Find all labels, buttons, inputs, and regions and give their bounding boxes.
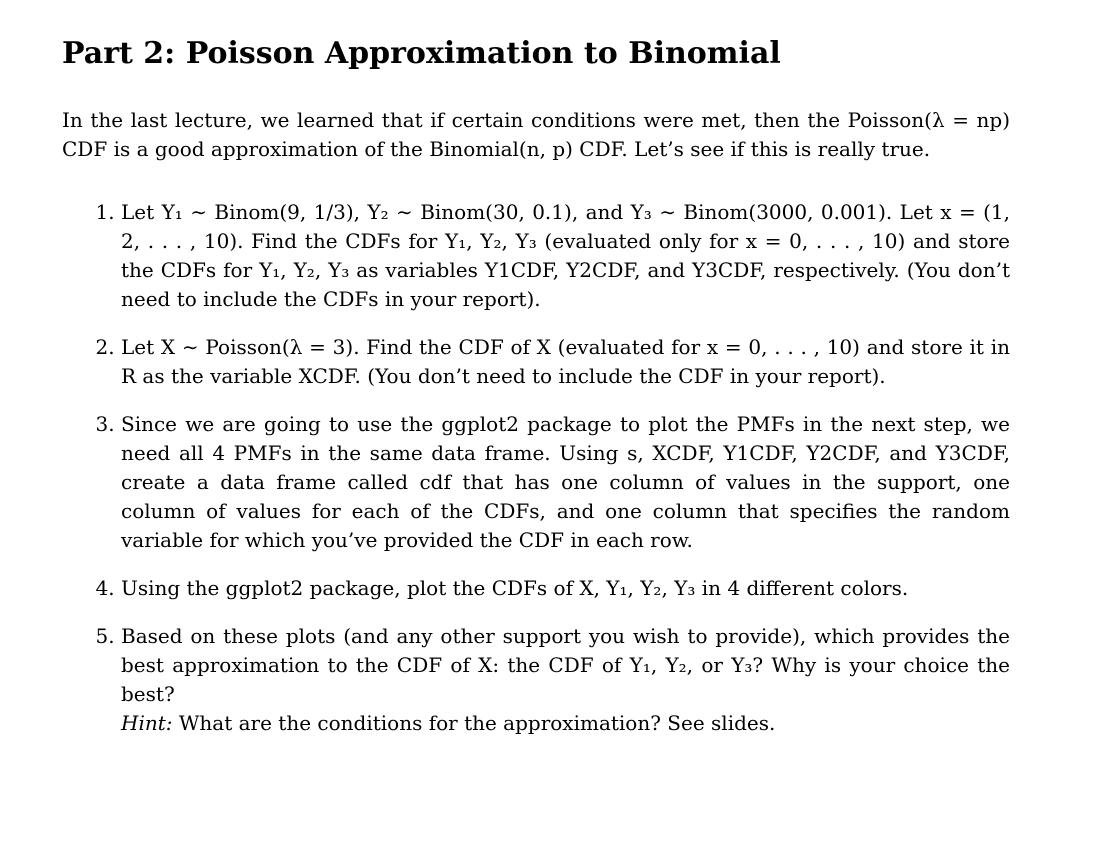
hint-text: What are the conditions for the approximation? See slides.	[172, 711, 776, 735]
document-page	[62, 30, 1010, 757]
list-item-text: Since we are going to use the ggplot2 package to plot the PMFs in the next step, we need all 4 PMFs in the same data frame. Using s, XCDF, Y1CDF, Y2CDF, and Y3CDF, create a data frame called cdf that has one column of values in the support, one column of values for each of the CDFs, and one column that specifies the random variable for which you’ve provided the CDF in each row.	[121, 412, 1010, 552]
list-item	[121, 410, 1010, 555]
intro-paragraph: In the last lecture, we learned that if certain conditions were met, then the Poisson(λ = np) CDF is a good approximation of the Binomial(n, p) CDF. Let’s see if this is really true.	[62, 108, 1010, 161]
list-item-text: Let Y₁ ∼ Binom(9, 1/3), Y₂ ∼ Binom(30, 0.1), and Y₃ ∼ Binom(3000, 0.001). Let x = (1, 2, . . . , 10). Find the CDFs for Y₁, Y₂, Y₃ (evaluated only for x = 0, . . . , 10) and store the CDFs for Y₁, Y₂, Y₃ as variables Y1CDF, Y2CDF, and Y3CDF, respectively. (You don’t need to include the CDFs in your report).	[121, 200, 1010, 311]
list-item	[121, 198, 1010, 314]
list-item-text: Let X ∼ Poisson(λ = 3). Find the CDF of X (evaluated for x = 0, . . . , 10) and store it in R as the variable XCDF. (You don’t need to include the CDF in your report).	[121, 335, 1010, 388]
list-item-text: Based on these plots (and any other support you wish to provide), which provides the best approximation to the CDF of X: the CDF of Y₁, Y₂, or Y₃? Why is your choice the best?	[121, 624, 1010, 706]
list-item	[121, 574, 1010, 603]
section-title: Part 2: Poisson Approximation to Binomial	[62, 36, 781, 71]
list-item-text: Using the ggplot2 package, plot the CDFs of X, Y₁, Y₂, Y₃ in 4 different colors.	[121, 576, 909, 600]
list-item	[121, 333, 1010, 391]
hint-label: Hint:	[121, 711, 173, 735]
task-list	[62, 198, 1010, 738]
list-item	[121, 622, 1010, 738]
hint-line	[121, 709, 1010, 738]
